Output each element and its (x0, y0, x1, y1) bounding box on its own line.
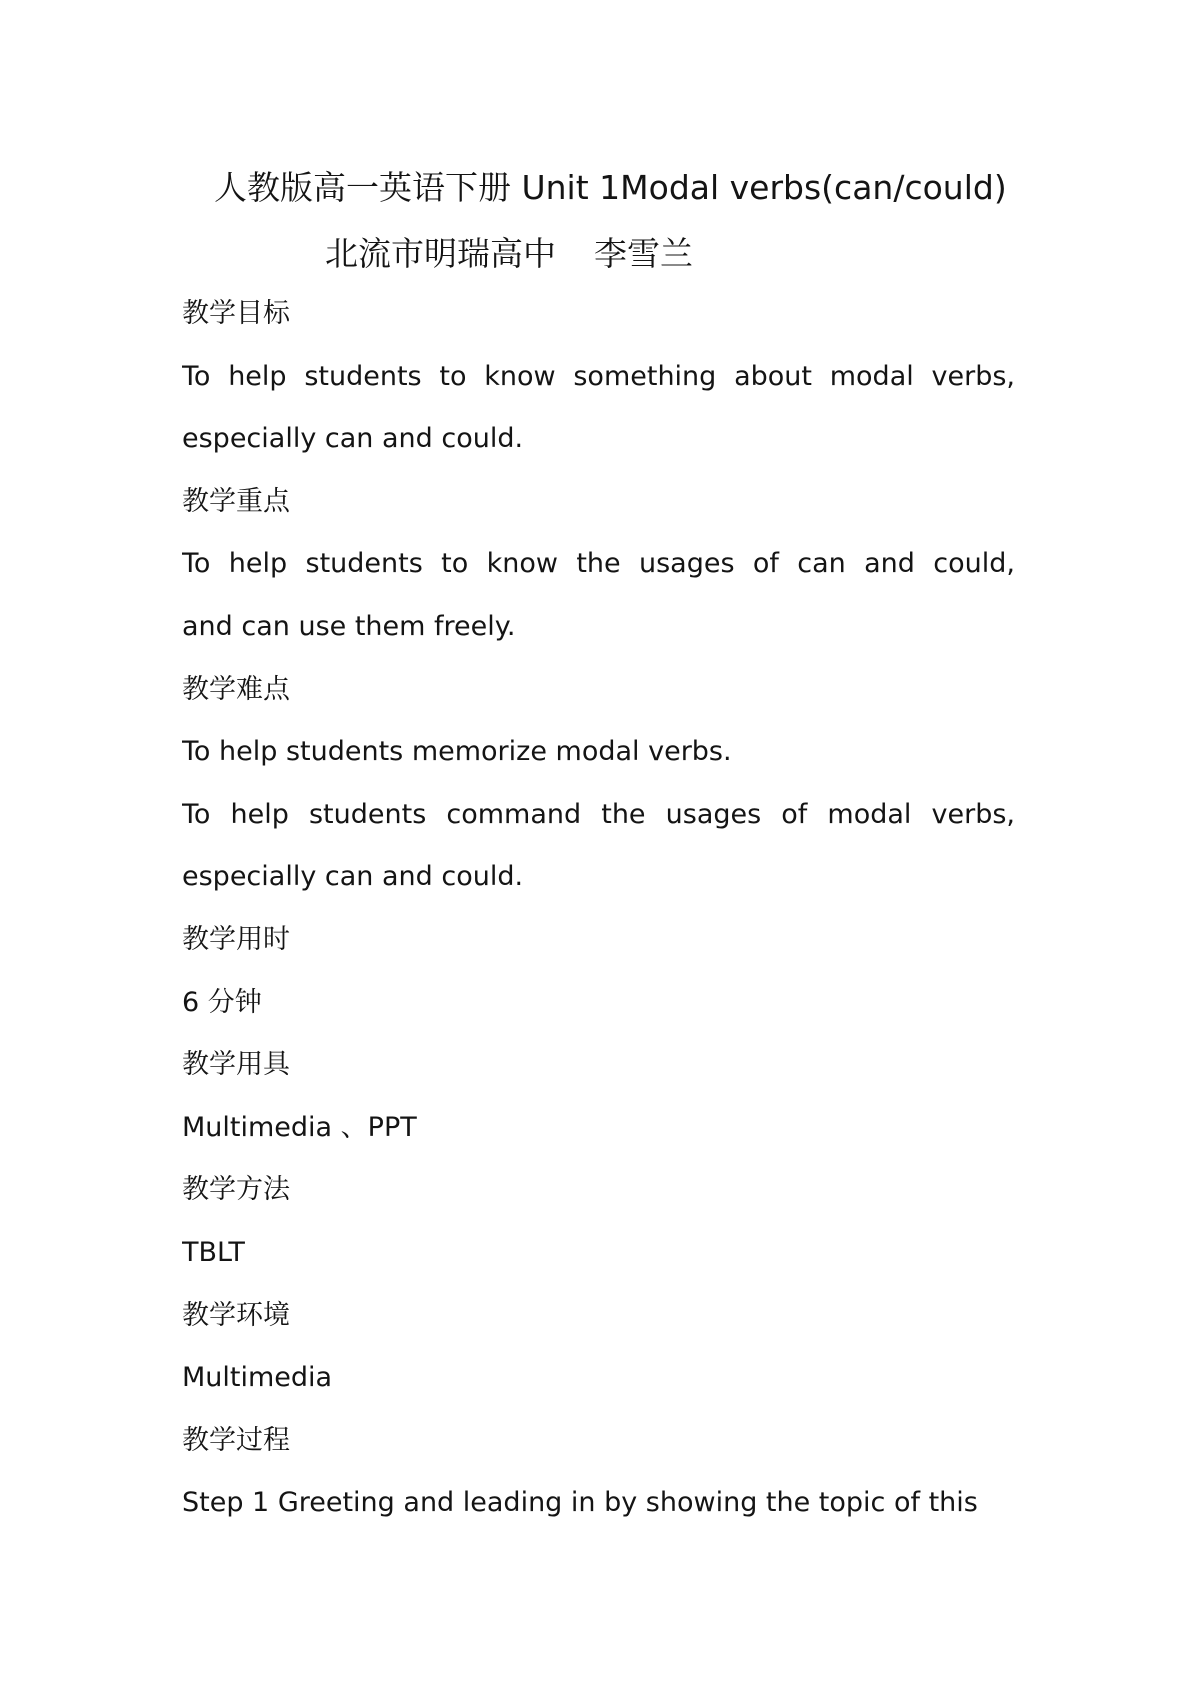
heading-teaching-time: 教学用时 (182, 923, 290, 955)
heading-teaching-difficulties: 教学难点 (182, 673, 290, 705)
heading-teaching-environment: 教学环境 (182, 1299, 290, 1331)
school-name: 北流市明瑞高中 (325, 234, 556, 273)
paragraph-line: To help students memorize modal verbs. (182, 736, 732, 768)
paragraph-line: Multimedia 、PPT (182, 1111, 417, 1143)
document-title: 人教版高一英语下册 Unit 1Modal verbs(can/could) (214, 168, 1007, 207)
author-name: 李雪兰 (594, 234, 693, 273)
heading-teaching-tools: 教学用具 (182, 1049, 290, 1081)
paragraph-line: and can use them freely. (182, 610, 516, 642)
paragraph-line: To help students command the usages of modal verbs, (182, 798, 1015, 830)
paragraph-line: especially can and could. (182, 423, 524, 455)
document-body (182, 283, 1015, 1535)
paragraph-line: TBLT (182, 1236, 245, 1268)
paragraph-line: especially can and could. (182, 861, 524, 893)
heading-teaching-process: 教学过程 (182, 1424, 290, 1456)
heading-teaching-methods: 教学方法 (182, 1174, 290, 1206)
paragraph-line: 6 分钟 (182, 986, 262, 1018)
paragraph-line: Step 1 Greeting and leading in by showing the topic of this (182, 1487, 978, 1519)
paragraph-line: To help students to know the usages of can and could, (182, 548, 1015, 580)
paragraph-line: Multimedia (182, 1362, 333, 1394)
author-line (325, 232, 693, 276)
heading-teaching-key-points: 教学重点 (182, 485, 290, 517)
paragraph-line: To help students to know something about modal verbs, (182, 360, 1015, 392)
heading-teaching-objectives: 教学目标 (182, 298, 290, 329)
